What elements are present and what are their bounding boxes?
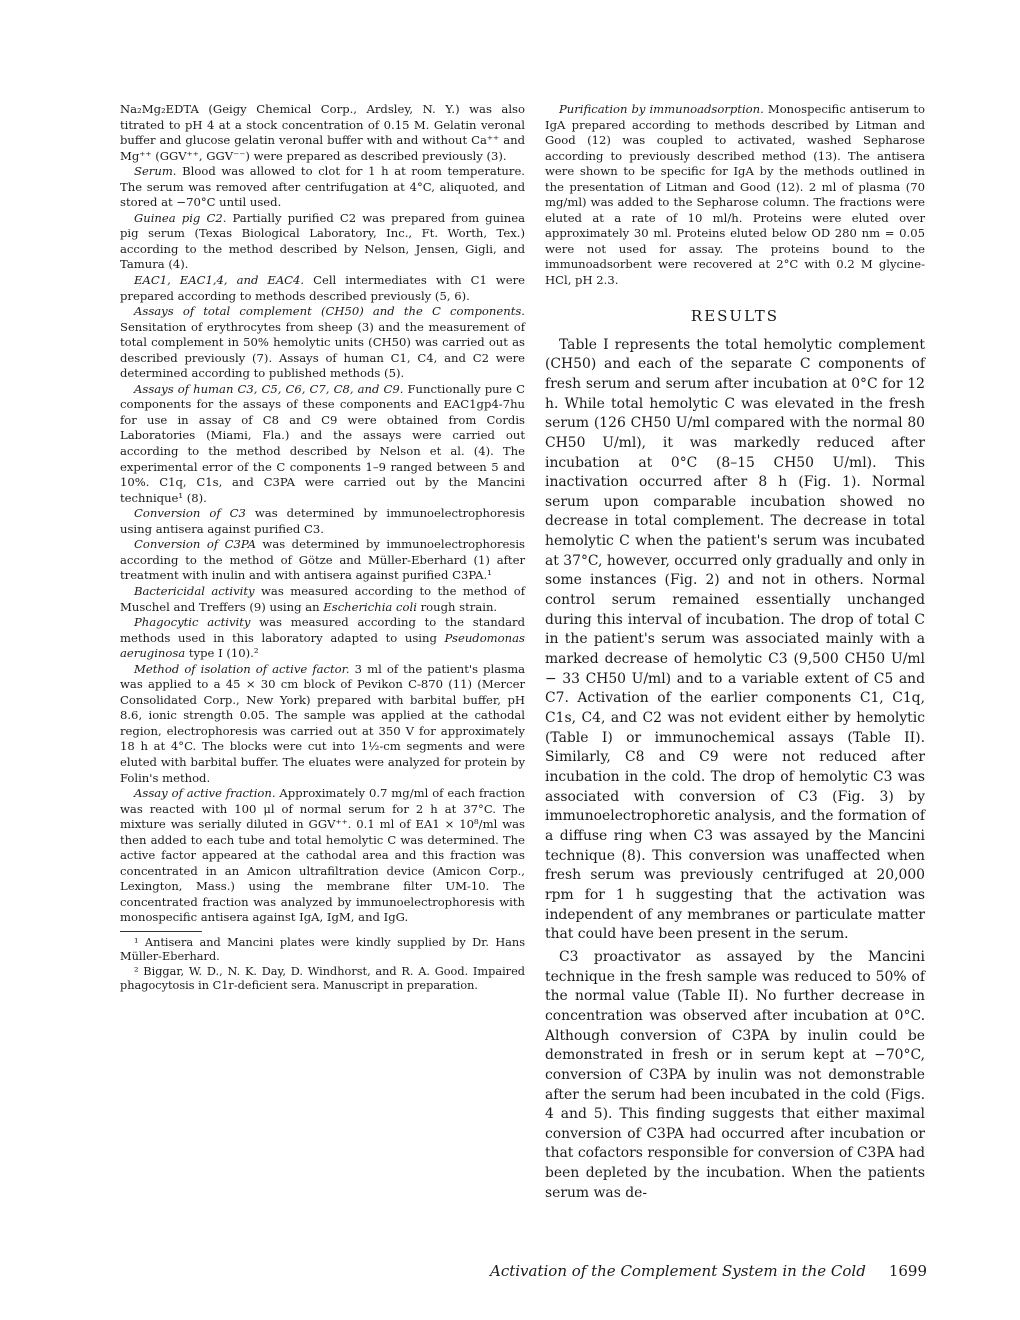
footnote-1: ¹ Antisera and Mancini plates were kindly supplied by Dr. Hans Müller-Eberhard. (120, 935, 525, 964)
paragraph-phagocytic: Phagocytic activity was measured according to the standard methods used in this laboratory adapted to using Pseudomonas aeruginosa type I (10).² (120, 615, 525, 661)
running-footer (490, 1262, 927, 1280)
paragraph-c3-c9-assays: Assays of human C3, C5, C6, C7, C8, and C9. Functionally pure C components for the assays of these components and EAC1gp4-7hu for use in assay of C8 and C9 were obtained from Cordis Laboratories (Miami, Fla.) and the assays were carried out according to the method described by Nelson et al. (4). The experimental error of the C components 1–9 ranged between 5 and 10%. C1q, C1s, and C3PA were carried out by the Mancini technique¹ (8). (120, 381, 525, 505)
results-heading: RESULTS (690, 306, 780, 325)
paragraph-guinea-pig-c2: Guinea pig C2. Partially purified C2 was prepared from guinea pig serum (Texas Biological Laboratory, Inc., Ft. Worth, Tex.) according to the method described by Nelson, Jensen, Gigli, and Tamura (4). (120, 210, 526, 272)
paragraph-serum: Serum. Blood was allowed to clot for 1 h at room temperature. The serum was removed after centrifugation at 4°C, aliquoted, and stored at −70°C until used. (120, 164, 525, 210)
runin-heading: Guinea pig C2. (134, 210, 227, 225)
results-paragraph-2: C3 proactivator as assayed by the Mancini technique in the fresh sample was reduced to 50% of the normal value (Table II). No further decrease in concentration was observed after incubation at 0°C. Although conversion of C3PA by inulin could be demonstrated in fresh or in serum kept at −70°C, conversion of C3PA by inulin was not demonstrable after the serum had been incubated in the cold (Figs. 4 and 5). This finding suggests that either maximal conversion of C3PA had occurred after incubation or that cofactors responsible for conversion of C3PA had been depleted by the incubation. When the patients serum was de- (545, 948, 925, 1201)
runin-heading: Assay of active fraction. (134, 786, 276, 801)
paragraph-isolation: Method of isolation of active factor. 3 ml of the patient's plasma was applied to a 45 × 30 cm block of Pevikon C-870 (11) (Mercer Consolidated Corp., New York) prepared with barbital buffer, pH 8.6, ionic strength 0.05. The sample was applied at the cathodal region, electrophoresis was carried out at 350 V for approximately 18 h at 4°C. The blocks were cut into 1½-cm segments and were eluted with barbital buffer. The eluates were analyzed for protein by Folin's method. (120, 661, 526, 785)
paragraph-bactericidal: Bactericidal activity was measured according to the method of Muschel and Treffers (9) using an Escherichia coli rough strain. (120, 583, 525, 614)
species-name: Escherichia coli (323, 599, 417, 614)
results-paragraph-1: Table I represents the total hemolytic complement (CH50) and each of the separate C components of fresh serum and serum after incubation at 0°C for 12 h. While total hemolytic C was elevated in the fresh serum (126 CH50 U/ml compared with the normal 80 CH50 U/ml), it was markedly reduced after incubation at 0°C (8–15 CH50 U/ml). This inactivation occurred after 8 h (Fig. 1). Normal serum upon comparable incubation showed no decrease in total complement. The decrease in total hemolytic C when the patient's serum was incubated at 37°C, however, occurred only gradually and only in some instances (Fig. 2) and not in others. Normal control serum remained essentially unchanged during this interval of incubation. The drop of total C in the patient's serum was associated mainly with a marked decrease of hemolytic C3 (9,500 CH50 U/ml − 33 CH50 U/ml) and to a variable extent of C5 and C7. Activation of the earlier components C1, C1q, C1s, C4, and C2 was not evident either by hemolytic (Table I) or immunochemical assays (Table II). Similarly, C8 and C9 were not reduced after incubation in the cold. The drop of hemolytic C3 was associated with conversion of C3 (Fig. 3) by immunoelectrophoretic analysis, and the formation of a diffuse ring when C3 was assayed by the Mancini technique (8). This conversion was unaffected when fresh serum was previously centrifuged at 20,000 rpm for 1 h suggesting that the activation was independent of any membranes or particulate matter that could have been present in the serum. (545, 336, 926, 943)
right-column (545, 102, 925, 1203)
runin-heading: Conversion of C3PA (134, 537, 256, 552)
runin-heading: Serum. (134, 164, 177, 179)
runin-heading: Bactericidal activity (134, 583, 255, 598)
runin-heading: Assays of total complement (CH50) and the C components. (134, 304, 525, 319)
paragraph-buffers: Na₂Mg₂EDTA (Geigy Chemical Corp., Ardsley, N. Y.) was also titrated to pH 4 at a stock concentration of 0.15 M. Gelatin veronal buffer and glucose gelatin veronal buffer with and without Ca⁺⁺ and Mg⁺⁺ (GGV⁺⁺, GGV⁻⁻) were prepared as described previously (3). (120, 102, 525, 163)
runin-heading: Method of isolation of active factor. (134, 661, 350, 676)
runin-heading: Conversion of C3 (134, 506, 246, 521)
paragraph-purification: Purification by immunoadsorption. Monospecific antiserum to IgA prepared according to methods described by Litman and Good (12) was coupled to activated, washed Sepharose according to previously described method (13). The antisera were shown to be specific for IgA by the methods outlined in the presentation of Litman and Good (12). 2 ml of plasma (70 mg/ml) was added to the Sepharose column. The fractions were eluted at a rate of 10 ml/h. Proteins were eluted over approximately 30 ml. Proteins eluted below OD 280 nm = 0.05 were not used for assay. The proteins bound to the immunoadsorbent were recovered at 2°C with 0.2 M glycine-HCl, pH 2.3. (545, 102, 925, 288)
paragraph-eac: EAC1, EAC1,4, and EAC4. Cell intermediates with C1 were prepared according to methods described previously (5, 6). (120, 273, 525, 303)
runin-heading: Assays of human C3, C5, C6, C7, C8, and C9. (134, 381, 404, 396)
runin-heading: Phagocytic activity (134, 615, 251, 630)
runin-heading: Purification by immunoadsorption. (559, 102, 764, 116)
runin-heading: EAC1, EAC1,4, and EAC4. (134, 273, 305, 288)
footnote-divider (120, 931, 202, 932)
paragraph-assay-active-fraction: Assay of active fraction. Approximately 0.7 mg/ml of each fraction was reacted with 100 μl of normal serum for 2 h at 37°C. The mixture was serially diluted in GGV⁺⁺. 0.1 ml of EA1 × 10⁸/ml was then added to each tube and total hemolytic C was determined. The active factor appeared at the cathodal area and this fraction was concentrated in an Amicon ultrafiltration device (Amicon Corp., Lexington, Mass.) using the membrane filter UM-10. The concentrated fraction was analyzed by immunoelectrophoresis with monospecific antisera against IgA, IgM, and IgG. (120, 786, 525, 925)
paragraph-conversion-c3pa: Conversion of C3PA was determined by immunoelectrophoresis according to the method of Götze and Müller-Eberhard (1) after treatment with inulin and with antisera against purified C3PA.¹ (120, 537, 525, 583)
species-name: Pseudomonas aeruginosa (120, 630, 525, 661)
running-title: Activation of the Complement System in the Cold (490, 1262, 866, 1280)
paragraph-ch50-assays: Assays of total complement (CH50) and the C components. Sensitation of erythrocytes from sheep (3) and the measurement of total complement in 50% hemolytic units (CH50) was carried out as described previously (7). Assays of human C1, C4, and C2 were determined according to published methods (5). (120, 304, 525, 381)
page-number: 1699 (888, 1262, 927, 1280)
paragraph-conversion-c3: Conversion of C3 was determined by immunoelectrophoresis using antisera against purified C3. (120, 506, 526, 536)
left-column (120, 102, 525, 994)
footnote-2: ² Biggar, W. D., N. K. Day, D. Windhorst, and R. A. Good. Impaired phagocytosis in C1r-deficient sera. Manuscript in preparation. (120, 964, 525, 993)
